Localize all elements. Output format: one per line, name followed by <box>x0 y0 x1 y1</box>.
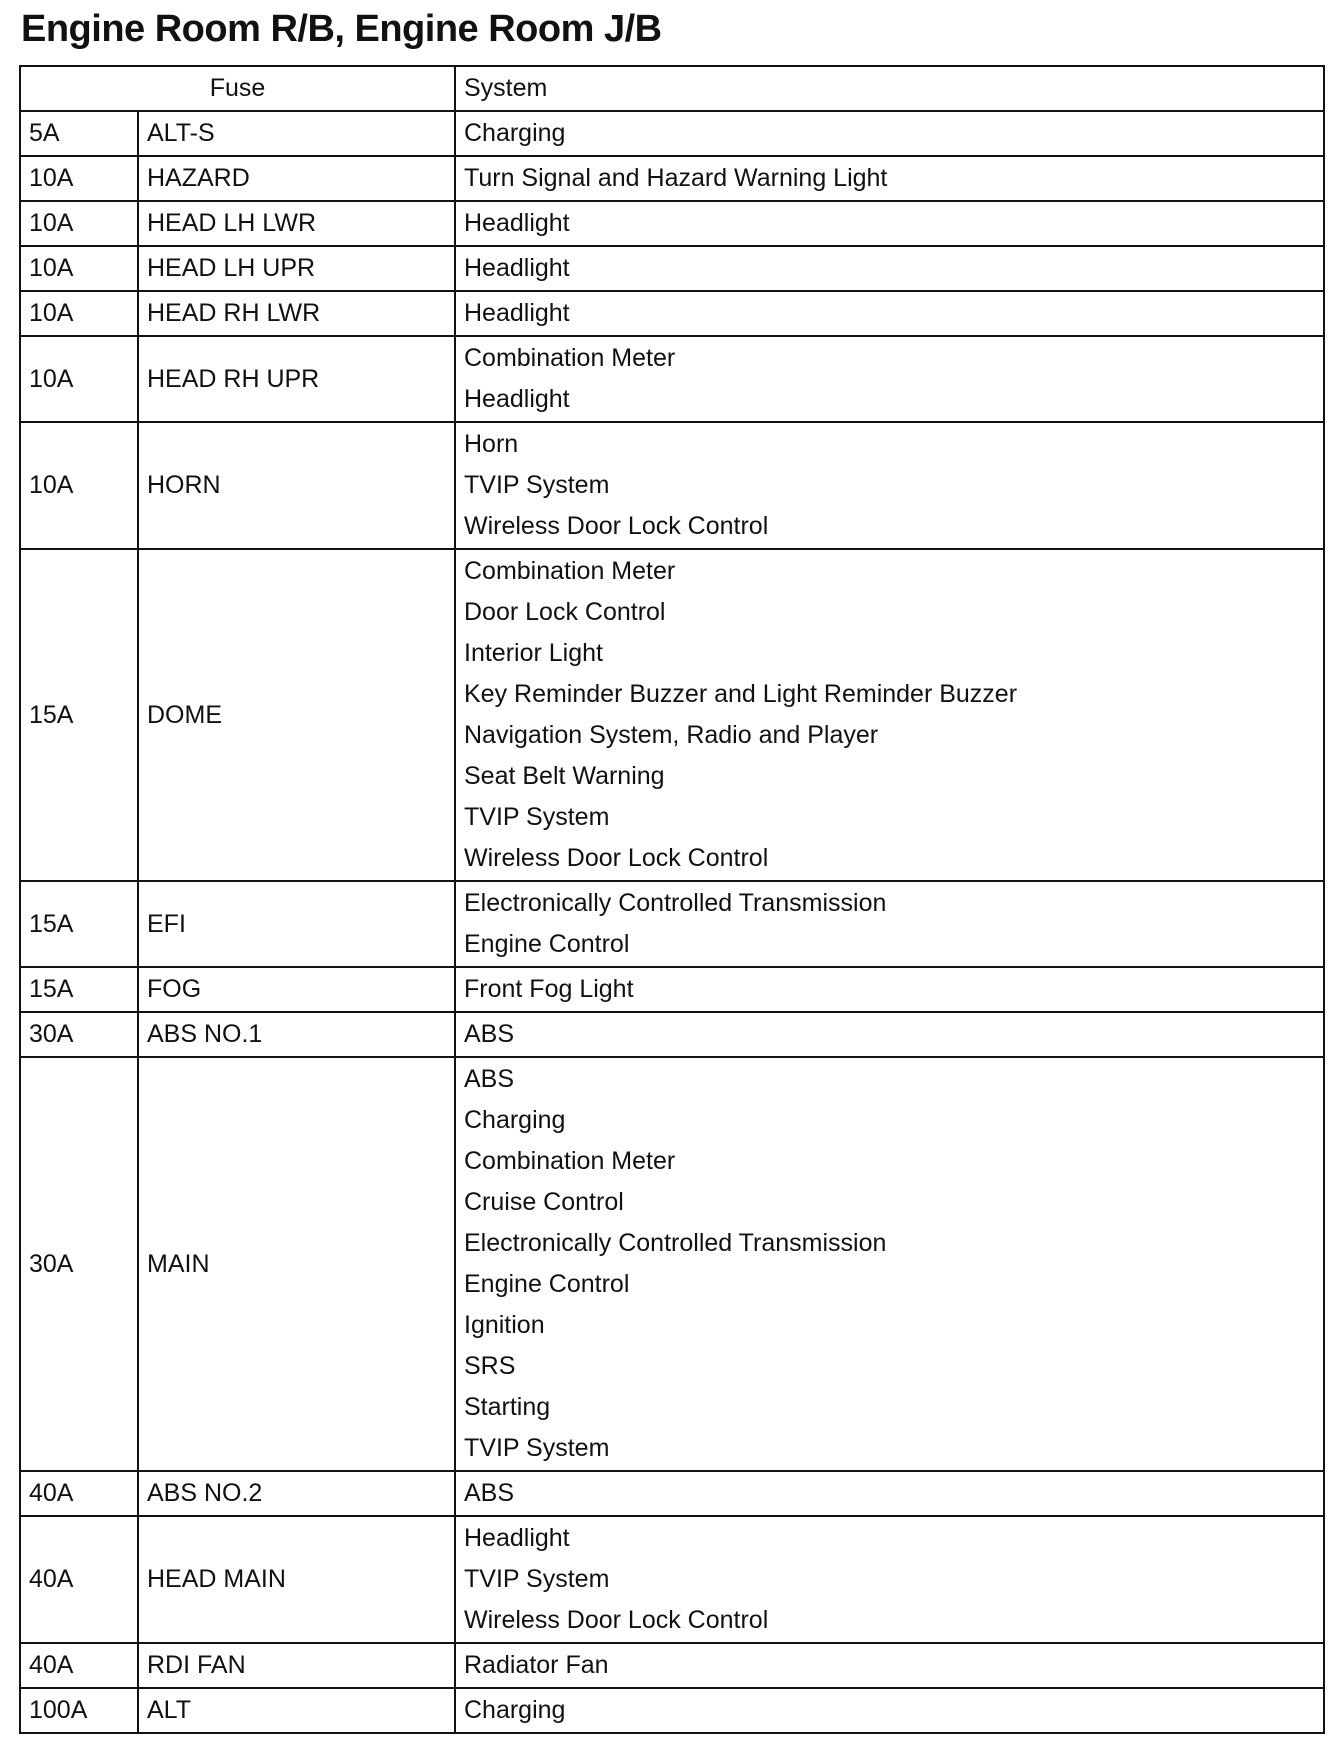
fuse-name: ALT-S <box>138 111 455 156</box>
table-row <box>20 1012 1324 1057</box>
table-row <box>20 336 1324 422</box>
table-row <box>20 1471 1324 1516</box>
fuse-amperage: 15A <box>20 549 138 881</box>
system-item: Interior Light <box>464 639 603 667</box>
fuse-name: MAIN <box>138 1057 455 1471</box>
table-row <box>20 1643 1324 1688</box>
system-item: Horn <box>464 430 519 458</box>
system-item: Headlight <box>464 299 570 327</box>
fuse-systems <box>455 549 1324 881</box>
header-system: System <box>455 66 1324 111</box>
header-fuse: Fuse <box>20 66 455 111</box>
system-item: Turn Signal and Hazard Warning Light <box>464 164 888 192</box>
system-item: Starting <box>464 1393 551 1421</box>
fuse-amperage: 5A <box>20 111 138 156</box>
system-item: Electronically Controlled Transmission <box>464 889 887 917</box>
system-item: Front Fog Light <box>464 975 634 1003</box>
fuse-amperage: 10A <box>20 336 138 422</box>
fuse-name: HEAD LH LWR <box>138 201 455 246</box>
fuse-amperage: 30A <box>20 1057 138 1471</box>
system-item: Wireless Door Lock Control <box>464 512 769 540</box>
fuse-systems <box>455 291 1324 336</box>
table-row <box>20 291 1324 336</box>
fuse-systems <box>455 1516 1324 1643</box>
system-item: Combination Meter <box>464 344 676 372</box>
fuse-amperage: 40A <box>20 1516 138 1643</box>
table-header-row <box>20 66 1324 111</box>
system-item: Charging <box>464 1106 566 1134</box>
system-item: TVIP System <box>464 1434 610 1462</box>
fuse-name: ABS NO.1 <box>138 1012 455 1057</box>
fuse-amperage: 10A <box>20 291 138 336</box>
table-row <box>20 881 1324 967</box>
fuse-amperage: 100A <box>20 1688 138 1733</box>
system-item: Electronically Controlled Transmission <box>464 1229 887 1257</box>
fuse-systems <box>455 1057 1324 1471</box>
fuse-systems <box>455 1012 1324 1057</box>
system-item: TVIP System <box>464 1565 610 1593</box>
system-item: Charging <box>464 1696 566 1724</box>
system-item: Engine Control <box>464 930 630 958</box>
fuse-name: HEAD RH UPR <box>138 336 455 422</box>
system-item: TVIP System <box>464 803 610 831</box>
fuse-name: FOG <box>138 967 455 1012</box>
system-item: Seat Belt Warning <box>464 762 665 790</box>
fuse-name: HAZARD <box>138 156 455 201</box>
fuse-name: ABS NO.2 <box>138 1471 455 1516</box>
fuse-amperage: 10A <box>20 201 138 246</box>
fuse-systems <box>455 422 1324 549</box>
table-row <box>20 422 1324 549</box>
system-item: Charging <box>464 119 566 147</box>
fuse-systems <box>455 336 1324 422</box>
system-item: Radiator Fan <box>464 1651 609 1679</box>
system-item: Combination Meter <box>464 1147 676 1175</box>
fuse-systems <box>455 1471 1324 1516</box>
fuse-name: EFI <box>138 881 455 967</box>
table-row <box>20 246 1324 291</box>
fuse-amperage: 10A <box>20 422 138 549</box>
fuse-amperage: 15A <box>20 967 138 1012</box>
fuse-amperage: 30A <box>20 1012 138 1057</box>
fuse-name: HEAD LH UPR <box>138 246 455 291</box>
table-row <box>20 549 1324 881</box>
fuse-amperage: 15A <box>20 881 138 967</box>
page-title: Engine Room R/B, Engine Room J/B <box>21 8 662 50</box>
system-item: Engine Control <box>464 1270 630 1298</box>
system-item: ABS <box>464 1020 515 1048</box>
table-row <box>20 201 1324 246</box>
system-item: Headlight <box>464 254 570 282</box>
table-row <box>20 1688 1324 1733</box>
system-item: ABS <box>464 1479 515 1507</box>
fuse-systems <box>455 156 1324 201</box>
fuse-name: HEAD MAIN <box>138 1516 455 1643</box>
fuse-systems <box>455 111 1324 156</box>
fuse-systems <box>455 1688 1324 1733</box>
fuse-name: HEAD RH LWR <box>138 291 455 336</box>
table-row <box>20 1516 1324 1643</box>
table-row <box>20 967 1324 1012</box>
fuse-name: HORN <box>138 422 455 549</box>
system-item: Wireless Door Lock Control <box>464 1606 769 1634</box>
table-row <box>20 1057 1324 1471</box>
system-item: Headlight <box>464 209 570 237</box>
fuse-systems <box>455 201 1324 246</box>
system-item: Cruise Control <box>464 1188 624 1216</box>
table-row <box>20 111 1324 156</box>
system-item: SRS <box>464 1352 516 1380</box>
fuse-amperage: 40A <box>20 1643 138 1688</box>
fuse-name: DOME <box>138 549 455 881</box>
fuse-amperage: 10A <box>20 246 138 291</box>
system-item: Key Reminder Buzzer and Light Reminder Buzzer <box>464 680 1018 708</box>
fuse-systems <box>455 881 1324 967</box>
system-item: ABS <box>464 1065 515 1093</box>
system-item: TVIP System <box>464 471 610 499</box>
fuse-name: ALT <box>138 1688 455 1733</box>
fuse-table <box>19 65 1325 1734</box>
system-item: Headlight <box>464 1524 570 1552</box>
fuse-name: RDI FAN <box>138 1643 455 1688</box>
system-item: Navigation System, Radio and Player <box>464 721 879 749</box>
fuse-systems <box>455 967 1324 1012</box>
fuse-amperage: 10A <box>20 156 138 201</box>
fuse-systems <box>455 246 1324 291</box>
system-item: Door Lock Control <box>464 598 666 626</box>
fuse-systems <box>455 1643 1324 1688</box>
system-item: Ignition <box>464 1311 545 1339</box>
system-item: Wireless Door Lock Control <box>464 844 769 872</box>
system-item: Headlight <box>464 385 570 413</box>
fuse-amperage: 40A <box>20 1471 138 1516</box>
table-row <box>20 156 1324 201</box>
system-item: Combination Meter <box>464 557 676 585</box>
